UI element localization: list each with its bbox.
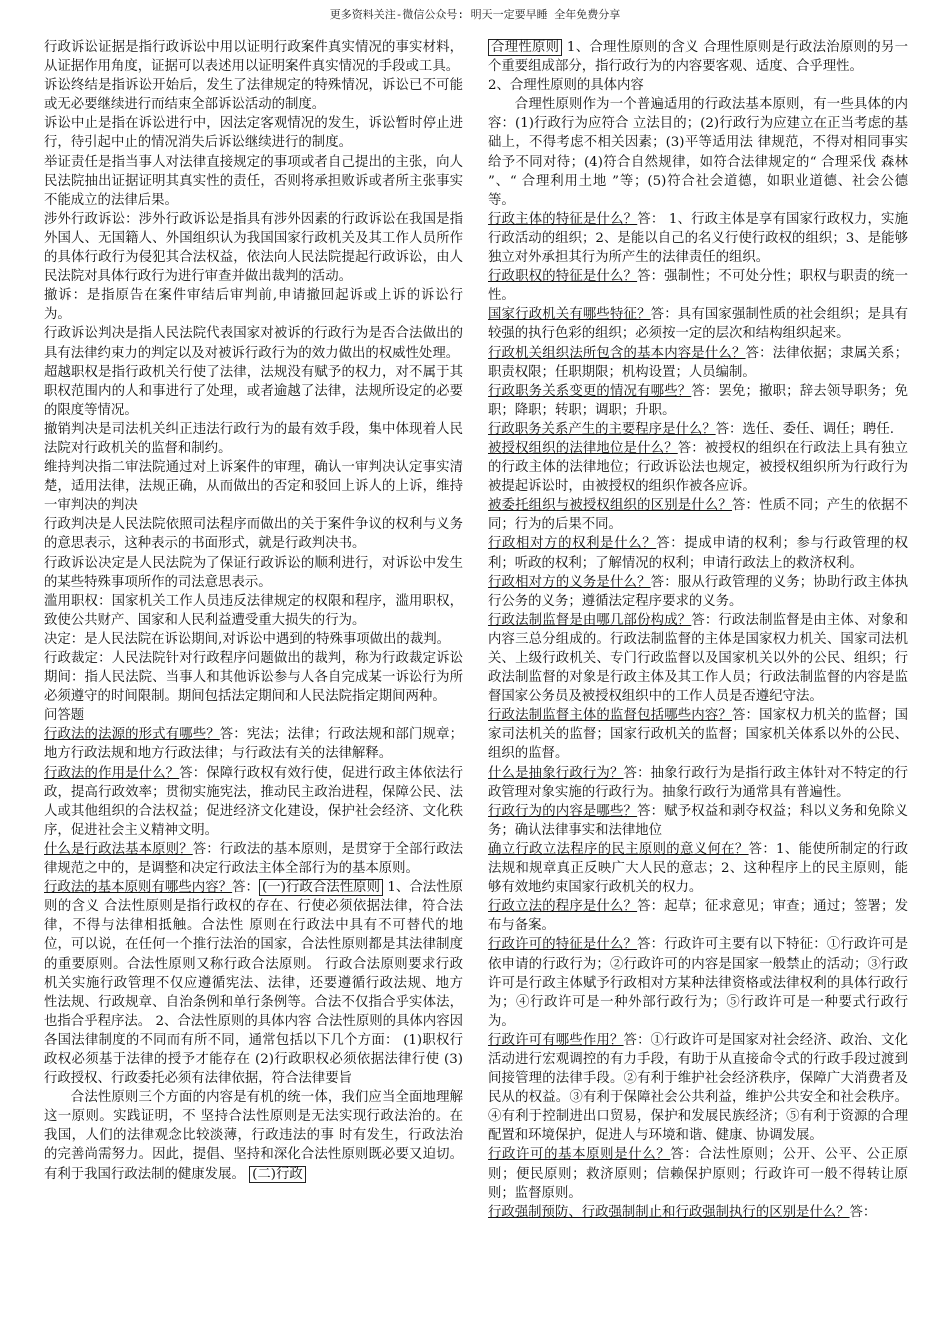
paragraph-text: 撤诉：是指原告在案件审结后审判前,申请撤回起诉或上诉的诉讼行为。 <box>44 288 463 323</box>
paragraph-text: 答：具有国家强制性质的社会组织；是具有较强的执行色彩的组织；必须按一定的层次和结构组织起来。 <box>488 307 909 342</box>
paragraph-text: 合法性原则三个方面的内容是有机的统一体，我们应当全面地理解这一原则。实践证明，不 坚持合法性原则是无法实现行政法治的。在我国，人们的法律观念比较淡薄，行政违法的事 时有发生，行政法治的完善尚需努力。因此，提倡、坚持和深化合法性原则既必要又迫切。 有利于我国行政法制的健康发展。 <box>44 1090 463 1182</box>
question-text: 行政职权的特征是什么？ <box>488 269 638 285</box>
paragraph <box>44 420 463 458</box>
paragraph <box>488 1203 908 1222</box>
paragraph-text: 撤销判决是司法机关纠正违法行政行为的最有效手段，集中体现着人民法院对行政机关的监督和制约。 <box>44 421 463 456</box>
paragraph <box>44 725 463 763</box>
paragraph-text: 答：宪法；法律；行政法规和部门规章；地方行政法规和地方行政法律；与行政法有关的法律解释。 <box>44 727 464 762</box>
paragraph-text: 1、合法性原则的含义 合法性原则是指行政权的存在、行使必须依据法律，符合法律，不得与法律相抵触。合法性 原则在行政法中具有不可替代的地位，可以说，在任何一个推行法治的国家，合法性原则都是其法律制度的重要原则。合法性原则又称行政合法原则。 行政合法原则要求行政机关实施行政管理不仅应遵循宪法、法律，还要遵循行政法规、地方 性法规、行政规章、自治条例和单行条例等。合法不仅指合乎实体法，也指合乎程序法。 2、合法性原则的具体内容 合法性原则的具体内容因各国法律制度的不同而有所不同，通常包括以下几个方面： (1)职权行政权必须基于法律的授予才能存在 (2)行政职权必须依据法律行使 (3)行政授权、行政委托必须有法律依据，符合法律要旨 <box>44 880 464 1087</box>
paragraph <box>488 267 908 305</box>
question-text: 什么是抽象行政行为？ <box>488 765 624 781</box>
boxed-heading: (二)行政 <box>249 1166 306 1183</box>
paragraph <box>44 878 463 1088</box>
paragraph <box>44 210 463 286</box>
paragraph <box>488 897 908 935</box>
question-text: 什么是行政法基本原则？ <box>44 841 193 857</box>
right-column <box>488 38 908 1222</box>
paragraph <box>488 802 908 840</box>
paragraph-text: 答：起草；征求意见；审查；通过；签署；发布与备案。 <box>488 899 909 934</box>
paragraph-text: 答：行政许可主要有以下特征：①行政许可是依申请的行政行为；②行政许可的内容是国家一般禁止的活动；③行政许可是行政主体赋予行政相对方某种法律资格或法律权利的具体行政行为；④行政许可是一种外部行政行为；⑤行政许可是一种要式行政行为。 <box>488 937 909 1029</box>
paragraph <box>488 573 908 611</box>
paragraph-text: 行政诉讼判决是指人民法院代表国家对被诉的行政行为是否合法做出的具有法律约束力的判定以及对被诉行政行为的效力做出的权威性处理。 <box>44 326 463 361</box>
paragraph <box>44 840 463 878</box>
paragraph <box>488 344 908 382</box>
question-text: 行政机关组织法所包含的基本内容是什么？ <box>488 345 746 361</box>
paragraph <box>488 76 908 95</box>
paragraph-text: 答：合法性原则；公开、公平、公正原则；便民原则；救济原则；信赖保护原则；行政许可一般不得转让原则；监督原则。 <box>488 1147 909 1201</box>
page-header: 更多资料关注-微信公众号: 明天一定要早睡 全年免费分享 <box>329 8 621 21</box>
paragraph-text: 行政判决是人民法院依照司法程序而做出的关于案件争议的权利与义务的意思表示，这种表示的书面形式，就是行政判决书。 <box>44 517 463 552</box>
paragraph <box>488 305 908 343</box>
paragraph <box>488 382 908 420</box>
question-text: 行政职务关系产生的主要程序是什么？ <box>488 421 716 437</box>
paragraph <box>44 114 463 152</box>
paragraph <box>488 764 908 802</box>
question-text: 行政法的基本原则有哪些内容？ <box>44 880 233 896</box>
paragraph-text: 答：罢免；撤职；辞去领导职务；免职；降职；转职；调职；升职。 <box>488 383 909 418</box>
paragraph <box>44 764 463 840</box>
question-text: 行政立法的程序是什么？ <box>488 899 638 915</box>
question-text: 行政法制监督是由哪几部份构成？ <box>488 612 692 628</box>
paragraph-text: 答： <box>232 880 259 896</box>
question-text: 行政相对方的义务是什么？ <box>488 574 651 590</box>
paragraph <box>44 649 463 706</box>
paragraph-text: 超越职权是指行政机关行使了法律，法规没有赋予的权力，对不属于其职权范围内的人和事进行了处理，或者逾越了法律，法规所设定的必要的限度等情况。 <box>44 364 463 418</box>
question-text: 行政许可有哪些作用？ <box>488 1032 624 1048</box>
paragraph <box>488 1031 908 1146</box>
paragraph <box>44 153 463 210</box>
question-text: 行政主体的特征是什么？ <box>488 211 638 227</box>
paragraph-text: 1、合理性原则的含义 合理性原则是行政法治原则的另一个重要组成部分，指行政行为的内容要客观、适度、合乎理性。 <box>488 40 909 75</box>
question-text: 行政行为的内容是哪些？ <box>488 803 638 819</box>
paragraph <box>44 515 463 553</box>
paragraph-text: 答：提成申请的权利；参与行政管理的权利；听政的权利；了解情况的权利；申请行政法上的救济权利。 <box>488 536 909 571</box>
paragraph-text: 行政诉讼证据是指行政诉讼中用以证明行政案件真实情况的事实材料，从证据作用角度，证据可以表述用以证明案件真实情况的手段或工具。 <box>44 40 463 75</box>
boxed-heading: (一)行政合法性原则 <box>259 879 383 896</box>
paragraph <box>44 76 463 114</box>
paragraph <box>488 534 908 572</box>
question-text: 行政法的作用是什么？ <box>44 765 180 781</box>
question-text: 被授权组织的法律地位是什么？ <box>488 440 678 456</box>
paragraph <box>44 324 463 362</box>
paragraph-text: 答：保障行政权有效行使，促进行政主体依法行政，提高行政效率；贯彻实施宪法，推动民主政治进程，保障公民、法人或其他组织的合法权益；促进经济文化建设，保护社会经济、文化秩序，促进社会主义精神文明。 <box>44 765 463 838</box>
question-text: 确立行政立法程序的民主原则的意义何在？ <box>488 841 749 857</box>
paragraph-text: 滥用职权：国家机关工作人员违反法律规定的权限和程序，滥用职权，致使公共财产、国家和人民利益遭受重大损失的行为。 <box>44 593 463 628</box>
paragraph <box>44 38 463 76</box>
paragraph <box>488 1145 908 1202</box>
paragraph-text: 答： <box>849 1204 877 1220</box>
paragraph-text: 行政诉讼决定是人民法院为了保证行政诉讼的顺利进行，对诉讼中发生的某些特殊事项所作的司法意思表示。 <box>44 555 463 590</box>
left-column <box>44 38 463 1184</box>
paragraph <box>488 439 908 496</box>
paragraph-text: 诉讼终结是指诉讼开始后，发生了法律规定的特殊情况，诉讼已不可能或无必要继续进行而结束全部诉讼活动的制度。 <box>44 78 463 113</box>
question-text: 行政许可的特征是什么？ <box>488 937 638 953</box>
paragraph-text: 诉讼中止是指在诉讼进行中，因法定客观情况的发生，诉讼暂时停止进行，待引起中止的情况消失后诉讼继续进行的制度。 <box>44 116 463 151</box>
paragraph-text: 答： 1、行政主体是享有国家行政权力，实施行政活动的组织；2、是能以自己的名义行使行政权的组织；3、是能够独立对外承担其行为所产生的法律责任的组织。 <box>488 211 908 266</box>
question-text: 行政许可的基本原则是什么？ <box>488 1147 671 1163</box>
paragraph <box>488 38 908 76</box>
paragraph <box>44 630 463 649</box>
paragraph <box>44 706 463 725</box>
paragraph-text: 答：行政法的基本原则，是贯穿于全部行政法律规范之中的，是调整和决定行政法主体全部行为的基本原则。 <box>44 841 464 877</box>
paragraph-text: 行政裁定：人民法院针对行政程序问题做出的裁判，称为行政裁定诉讼期间：指人民法院、当事人和其他诉讼参与人各自完成某一诉讼行为所必须遵守的时间限制。期间包括法定期间和人民法院指定期间两种。 <box>44 651 463 705</box>
paragraph <box>44 286 463 324</box>
paragraph-text: 维持判决指二审法院通过对上诉案件的审理，确认一审判决认定事实清楚，适用法律，法规正确，从而做出的否定和驳回上诉人的上诉，维持一审判决的判决 <box>44 460 463 514</box>
paragraph-text: 答：被授权的组织在行政法上具有独立的行政主体的法律地位；行政诉讼法也规定，被授权组织所为行政行为被提起诉讼时，由被授权的组织作被各应诉。 <box>488 440 908 495</box>
paragraph-text: 答：选任、委任、调任；聘任. <box>715 421 894 437</box>
paragraph-text: 答：①行政许可是国家对社会经济、政治、文化活动进行宏观调控的有力手段，有助于从直接命令式的行政手段过渡到间接管理的法律手段。②有利于维护社会经济秩序，保障广大消费者及民从的权益。③有利于保障社会公共利益，维护公共安全和社会秩序。④有利于控制进出口贸易，保护和发展民族经济；⑤有利于资源的合理配置和环境保护，促进人与环境和谐、健康、协调发展。 <box>488 1032 909 1144</box>
paragraph-text: 答：强制性；不可处分性；职权与职责的统一性。 <box>488 269 909 304</box>
paragraph-text: 答：行政法制监督是由主体、对象和内容三总分组成的。行政法制监督的主体是国家权力机关、国家司法机关、上级行政机关、专门行政监督以及国家机关以外的公民、组织；行政法制监督的对象是行政主体及其工作人员；行政法制监督的内容是监督国家公务员及被授权组织中的工作人员是否遵纪守法。 <box>488 612 909 705</box>
paragraph <box>488 840 908 897</box>
paragraph-text: 涉外行政诉讼：涉外行政诉讼是指具有涉外因素的行政诉讼在我国是指外国人、无国籍人、外国组织认为我国国家行政机关及其工作人员所作的具体行政行为侵犯其合法权益，依法向人民法院提起行政诉讼，由人民法院对具体行政行为进行审查并做出裁判的活动。 <box>44 211 463 285</box>
question-text: 行政强制预防、行政强制制止和行政强制执行的区别是什么？ <box>488 1204 850 1220</box>
paragraph <box>488 420 908 439</box>
paragraph-text: 答：性质不同；产生的依据不同；行为的后果不同。 <box>488 498 909 533</box>
paragraph <box>44 592 463 630</box>
question-text: 行政法的法源的形式有哪些？ <box>44 727 220 743</box>
paragraph-text: 答：服从行政管理的义务；协助行政主体执行公务的义务；遵循法定程序要求的义务。 <box>488 574 909 609</box>
paragraph-text: 答：1、能使所制定的行政法规和规章真正反映广大人民的意志；2、这种程序上的民主原则，能够有效地约束国家行政机关的权力。 <box>488 841 908 896</box>
paragraph <box>44 458 463 515</box>
question-text: 行政职务关系变更的情况有哪些？ <box>488 383 692 399</box>
paragraph-text: 答：法律依据；隶属关系；职责权限；任职期限；机构设置；人员编制。 <box>488 345 909 380</box>
paragraph-text: 答：赋予权益和剥夺权益；科以义务和免除义务；确认法律事实和法律地位 <box>488 803 909 838</box>
paragraph-text: 2、合理性原则的具体内容 <box>488 78 644 94</box>
question-text: 国家行政机关有哪些特征？ <box>488 307 651 323</box>
paragraph <box>488 210 908 267</box>
paragraph-text: 决定：是人民法院在诉讼期间,对诉讼中遇到的特殊事项做出的裁判。 <box>44 631 450 647</box>
paragraph-text: 答：国家权力机关的监督；国家司法机关的监督；国家行政机关的监督；国家机关体系以外的公民、组织的监督。 <box>488 708 909 762</box>
boxed-heading: 合理性原则 <box>488 39 562 56</box>
paragraph <box>44 1088 463 1183</box>
paragraph <box>488 496 908 534</box>
paragraph <box>488 611 908 706</box>
paragraph <box>488 95 908 210</box>
question-text: 被委托组织与被授权组织的区别是什么？ <box>488 498 732 514</box>
paragraph <box>488 935 908 1030</box>
question-text: 行政相对方的权利是什么？ <box>488 536 657 552</box>
paragraph-text: 答：抽象行政行为是指行政主体针对不特定的行政管理对象实施的行政行为。抽象行政行为通常具有普遍性。 <box>488 765 909 800</box>
paragraph-text: 问答题 <box>44 708 85 724</box>
question-text: 行政法制监督主体的监督包括哪些内容？ <box>488 708 732 724</box>
paragraph <box>44 363 463 420</box>
paragraph <box>44 554 463 592</box>
paragraph-text: 举证责任是指当事人对法律直接规定的事项或者自己提出的主张，向人民法院抽出证据证明其真实性的责任，否则将承担败诉或者所主张事实不能成立的法律后果。 <box>44 154 463 208</box>
paragraph-text: 合理性原则作为一个普遍适用的行政法基本原则，有一些具体的内容：(1)行政行为应符合 立法目的；(2)行政行为应建立在正当考虑的基础上，不得考虑不相关因素；(3)平等适用法 律规范，不得对相同事实给予不同对待；(4)符合自然规律，如符合法律规定的“ 合理采伐 森林 ”、“ 合理利用土地 ”等；(5)符合社会道德，如职业道德、社会公德等。 <box>488 97 908 208</box>
paragraph <box>488 706 908 763</box>
